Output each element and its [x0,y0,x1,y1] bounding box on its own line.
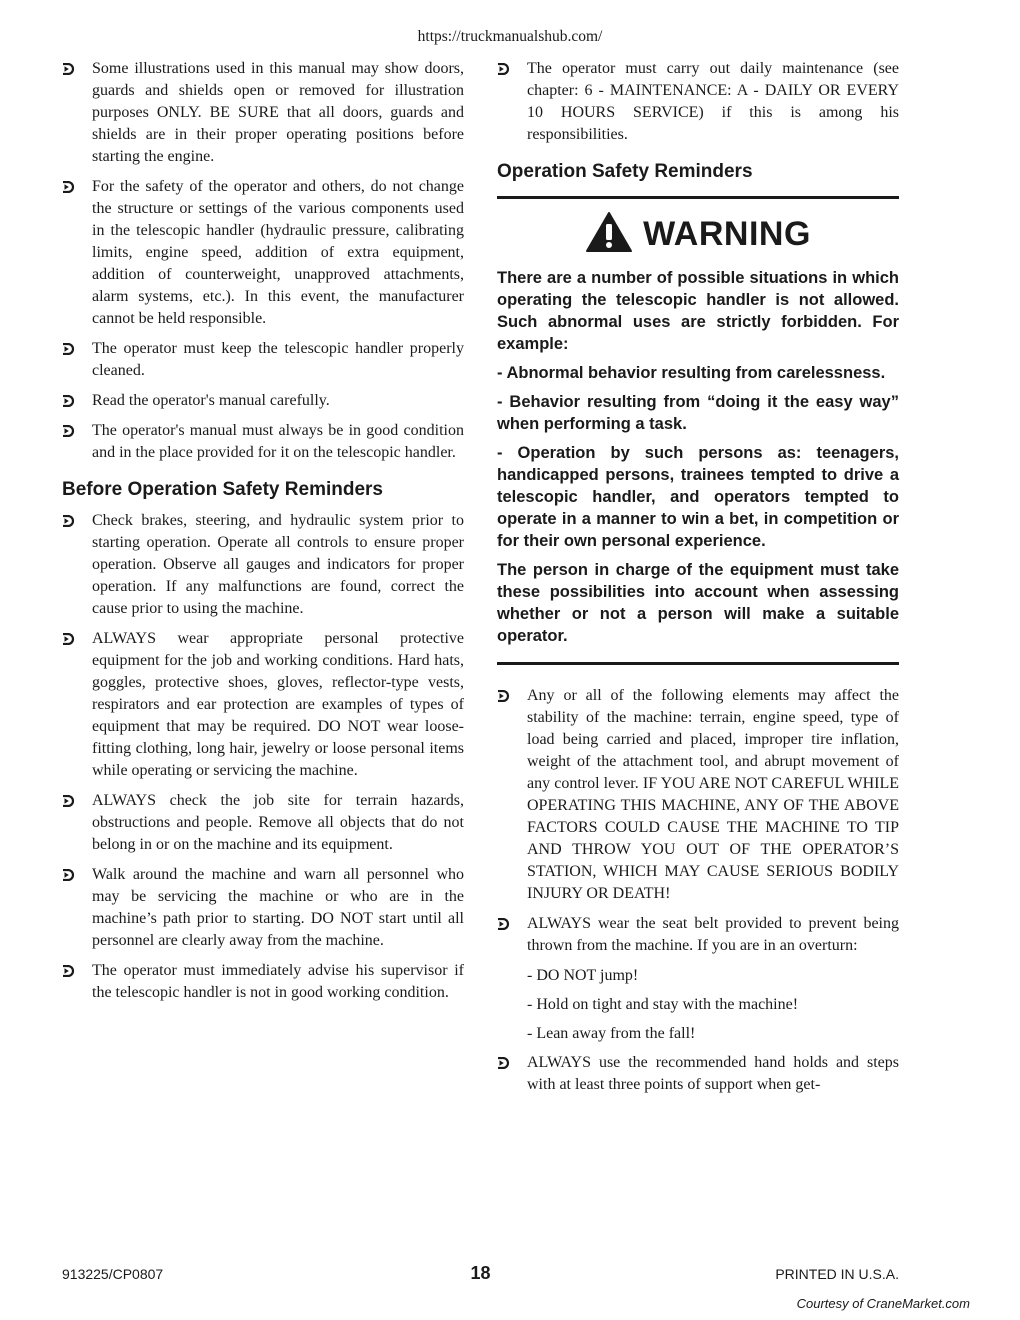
sub-item: - DO NOT jump! [527,967,639,984]
bullet-text: For the safety of the operator and others, do not change the structure or settings of the various components used in the telescopic handler (hydraulic pressure, calibrating limits, engine speed, addition of extra equipment, addition of counterweight, unapproved attachments, alarm systems, etc.). In this event, the manufacturer cannot be held responsible. [92,178,464,327]
arrow-bullet-icon [62,390,92,412]
page-number: 18 [470,1263,491,1283]
bullet-item [62,390,464,412]
bullet-text: The operator must immediately advise his supervisor if the telescopic handler is not in good working condition. [92,962,464,1001]
bullet-item [497,913,899,957]
bullet-text: The operator must keep the telescopic handler properly cleaned. [92,340,464,379]
warning-title: WARNING [643,214,811,253]
bullet-text: Any or all of the following elements may affect the stability of the machine: terrain, engine speed, type of load being carried and placed, improper tire inflation, weight of the attachment tool, and abrupt movement of any control lever. IF YOU ARE NOT CAREFUL WHILE OPERATING THIS MACHINE, ANY OF THE ABOVE FACTORS COULD CAUSE THE MACHINE TO TIP AND THROW YOU OUT OF THE OPERATOR’S STATION, WHICH MAY CAUSE SERIOUS BODILY INJURY OR DEATH! [527,687,899,902]
bullet-item [62,864,464,952]
warning-paragraph: The person in charge of the equipment must take these possibilities into account when assessing whether or not a person will make a suitable operator. [497,561,899,645]
bullet-item [62,790,464,856]
arrow-bullet-icon [62,864,92,886]
sub-list [497,965,899,1045]
bullet-text: ALWAYS wear appropriate personal protective equipment for the job and working conditions. Hard hats, goggles, protective shoes, gloves, reflector-type vests, respirators and ear protection are examples of types of equipment that may be required. DO NOT wear loose-fitting clothing, long hair, jewelry or loose personal items while operating or servicing the machine. [92,630,464,779]
bullet-text: Walk around the machine and warn all personnel who may be servicing the machine or who are in the machine’s path prior to starting. DO NOT start until all personnel are clearly away from the machine. [92,866,464,949]
warning-paragraph: - Behavior resulting from “doing it the easy way” when performing a task. [497,393,899,433]
header-url: https://truckmanualshub.com/ [417,28,603,45]
warning-paragraph: - Operation by such persons as: teenagers, handicapped persons, trainees tempted to drive a telescopic handler, and operators tempted to operate in a manner to win a bet, in competition or for their own personal experience. [497,444,899,550]
printed-notice: PRINTED IN U.S.A. [775,1266,899,1282]
bullet-text: Read the operator's manual carefully. [92,392,330,409]
arrow-bullet-icon [497,685,527,707]
section-title-operation: Operation Safety Reminders [497,161,753,182]
arrow-bullet-icon [62,338,92,360]
warning-body [497,267,899,647]
bullet-item [62,58,464,168]
arrow-bullet-icon [497,1052,527,1074]
bullet-item [497,685,899,905]
sub-item: - Hold on tight and stay with the machine! [527,996,799,1013]
warning-box [497,196,899,665]
arrow-bullet-icon [62,790,92,812]
arrow-bullet-icon [497,913,527,935]
warning-header [497,207,899,261]
sub-item: - Lean away from the fall! [527,1025,696,1042]
bullet-text: ALWAYS wear the seat belt provided to prevent being thrown from the machine. If you are in an overturn: [527,915,899,954]
bullet-item [497,58,899,146]
bullet-text: ALWAYS use the recommended hand holds and steps with at least three points of support when get- [527,1054,899,1093]
bullet-item [62,420,464,464]
bullet-item [62,338,464,382]
bullet-text: The operator must carry out daily maintenance (see chapter: 6 - MAINTENANCE: A - DAILY OR EVERY 10 HOURS SERVICE) if this is among his responsibilities. [527,60,899,143]
bullet-item [62,176,464,330]
bullet-text: Check brakes, steering, and hydraulic system prior to starting operation. Operate all controls to ensure proper operation. Observe all gauges and indicators for proper operation. If any malfunctions are found, correct the cause prior to using the machine. [92,512,464,617]
courtesy-note: Courtesy of CraneMarket.com [796,1296,970,1311]
bullet-item [62,960,464,1004]
arrow-bullet-icon [62,58,92,80]
arrow-bullet-icon [62,628,92,650]
warning-paragraph: - Abnormal behavior resulting from carelessness. [497,364,886,382]
bullet-text: ALWAYS check the job site for terrain hazards, obstructions and people. Remove all objects that do not belong in or on the machine and its equipment. [92,792,464,853]
arrow-bullet-icon [62,420,92,442]
bullet-item [497,1052,899,1096]
bullet-item [62,510,464,620]
bullet-item [62,628,464,782]
left-column [62,58,464,1012]
bullet-text: The operator's manual must always be in good condition and in the place provided for it on the telescopic handler. [92,422,464,461]
arrow-bullet-icon [62,510,92,532]
arrow-bullet-icon [62,176,92,198]
warning-triangle-icon [585,211,633,258]
arrow-bullet-icon [497,58,527,80]
warning-paragraph: There are a number of possible situations in which operating the telescopic handler is not allowed. Such abnormal uses are strictly forbidden. For example: [497,269,899,353]
right-column [497,58,899,1104]
bullet-list [62,510,464,1004]
document-number: 913225/CP0807 [62,1266,164,1282]
bullet-list [62,58,464,464]
arrow-bullet-icon [62,960,92,982]
section-title-before-operation: Before Operation Safety Reminders [62,479,383,500]
bullet-text: Some illustrations used in this manual may show doors, guards and shields open or removed for illustration purposes ONLY. BE SURE that all doors, guards and shields are in their proper operating positions before starting the engine. [92,60,464,165]
